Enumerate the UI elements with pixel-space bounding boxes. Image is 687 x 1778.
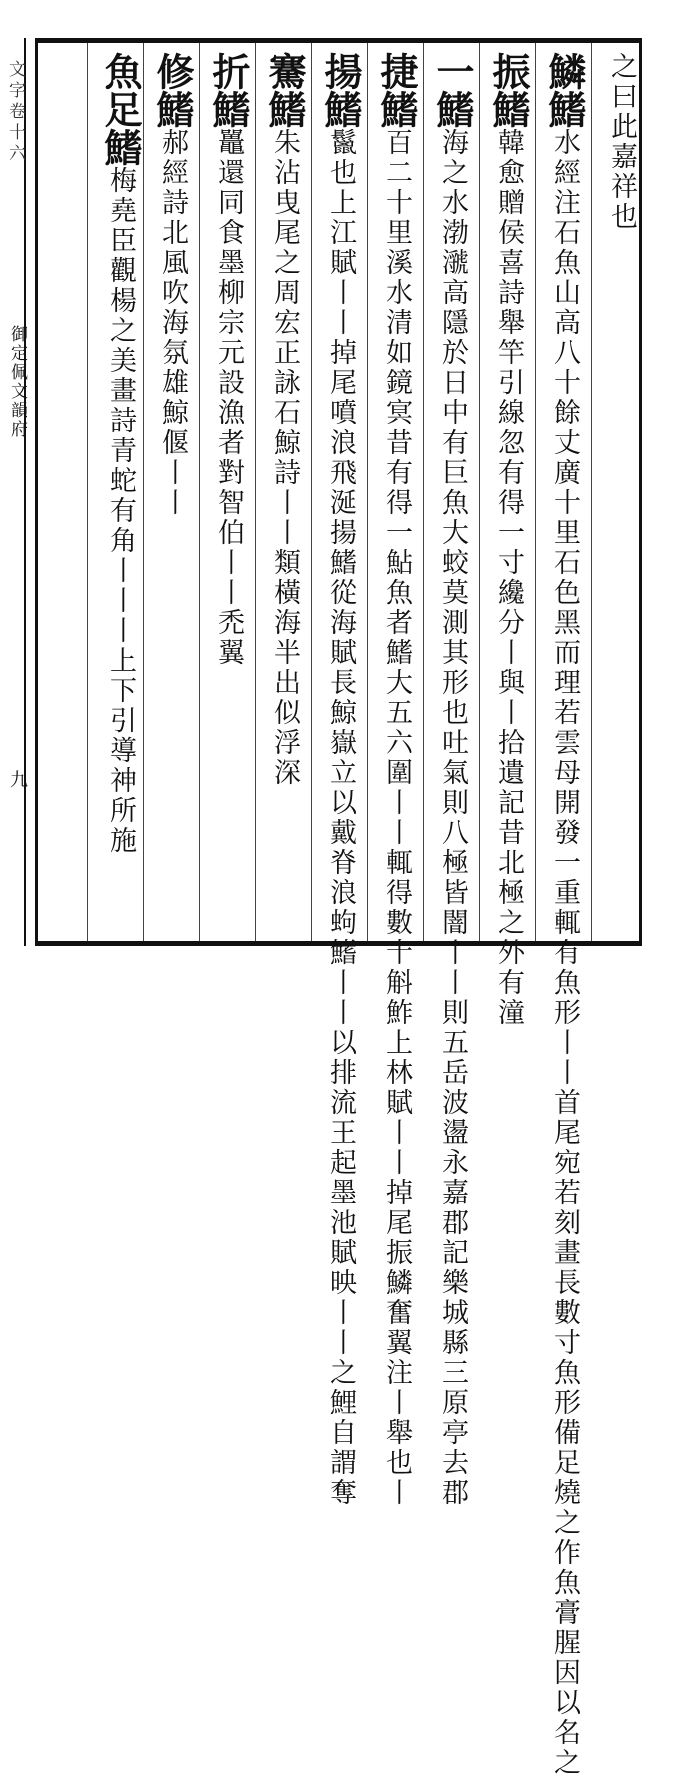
column-text: 水經注石魚山高八十餘丈廣十里石色黑而理若雲母開發一重輒有魚形丨丨首尾宛若刻畫長數寸魚形備足燒之作魚膏腥因以名之 bbox=[549, 128, 580, 1778]
entry-heading: 一鰭 bbox=[430, 52, 475, 128]
text-column-4 bbox=[430, 52, 475, 1508]
text-column-8 bbox=[206, 52, 251, 932]
column-rule bbox=[367, 43, 368, 941]
entry-heading: 揚鰭 bbox=[318, 52, 363, 128]
text-column-1 bbox=[599, 52, 635, 932]
column-text: 朱沾曳尾之周宏正詠石鯨詩丨丨類橫海半出似浮深 bbox=[269, 128, 300, 788]
column-rule bbox=[255, 43, 256, 941]
margin-chapter-label: 文字卷十六 bbox=[5, 60, 25, 165]
entry-heading: 捷鰭 bbox=[374, 52, 419, 128]
column-text: 梅堯臣觀楊之美畫詩青蛇有角丨丨丨上下引導神所施 bbox=[105, 166, 136, 856]
page-margin bbox=[0, 38, 35, 946]
column-rule bbox=[535, 43, 536, 941]
column-text: 百二十里溪水清如鏡㝠昔有得一鮎魚者鰭大五六圍丨丨輒得數十斛鮓上林賦丨丨掉尾振鱗奮翼注丨舉也丨 bbox=[381, 128, 412, 1508]
column-text: 海之水渤㶁高隱於日中有巨魚大蛟莫測其形也吐氣則八極皆闇丨丨則五岳波盪永嘉郡記樂城縣三原亭去郡 bbox=[437, 128, 468, 1508]
column-text: 鬣也上江賦丨丨掉尾噴浪飛涎揚鰭從海賦長鯨嶽立以戴脊浪蚼鰭丨丨以排流王起墨池賦映丨丨之鯉自謂奪 bbox=[325, 128, 356, 1508]
column-text: 韓愈贈侯喜詩舉竿引線忽有得一寸纔分丨與丨拾遺記昔北極之外有潼 bbox=[493, 128, 524, 1028]
entry-heading: 鱗鰭 bbox=[542, 52, 587, 128]
column-rule bbox=[591, 43, 592, 941]
column-rule bbox=[479, 43, 480, 941]
column-rule bbox=[87, 43, 88, 941]
text-column-9 bbox=[150, 52, 195, 932]
column-rule bbox=[311, 43, 312, 941]
column-rule bbox=[143, 43, 144, 941]
column-text: 之曰此嘉祥也 bbox=[606, 52, 637, 232]
text-column-6 bbox=[318, 52, 363, 1508]
text-column-7 bbox=[262, 52, 307, 932]
text-column-5 bbox=[374, 52, 419, 1508]
column-text: 郝經詩北風吹海氛雄鯨偃丨丨 bbox=[157, 128, 188, 518]
column-rule bbox=[199, 43, 200, 941]
entry-heading: 魚足鰭 bbox=[98, 52, 143, 166]
margin-rule bbox=[24, 38, 26, 946]
margin-book-title: 御定佩文韻府 bbox=[7, 325, 27, 439]
text-column-3 bbox=[486, 52, 531, 1028]
column-text: 鼉還同食墨柳宗元設漁者對智伯丨丨禿翼 bbox=[213, 128, 244, 668]
entry-heading: 修鰭 bbox=[150, 52, 195, 128]
page-number: 九 bbox=[7, 770, 28, 788]
text-column-2 bbox=[542, 52, 587, 1778]
entry-heading: 折鰭 bbox=[206, 52, 251, 128]
entry-heading: 振鰭 bbox=[486, 52, 531, 128]
text-column-10 bbox=[95, 52, 143, 932]
column-rule bbox=[423, 43, 424, 941]
entry-heading: 騫鰭 bbox=[262, 52, 307, 128]
